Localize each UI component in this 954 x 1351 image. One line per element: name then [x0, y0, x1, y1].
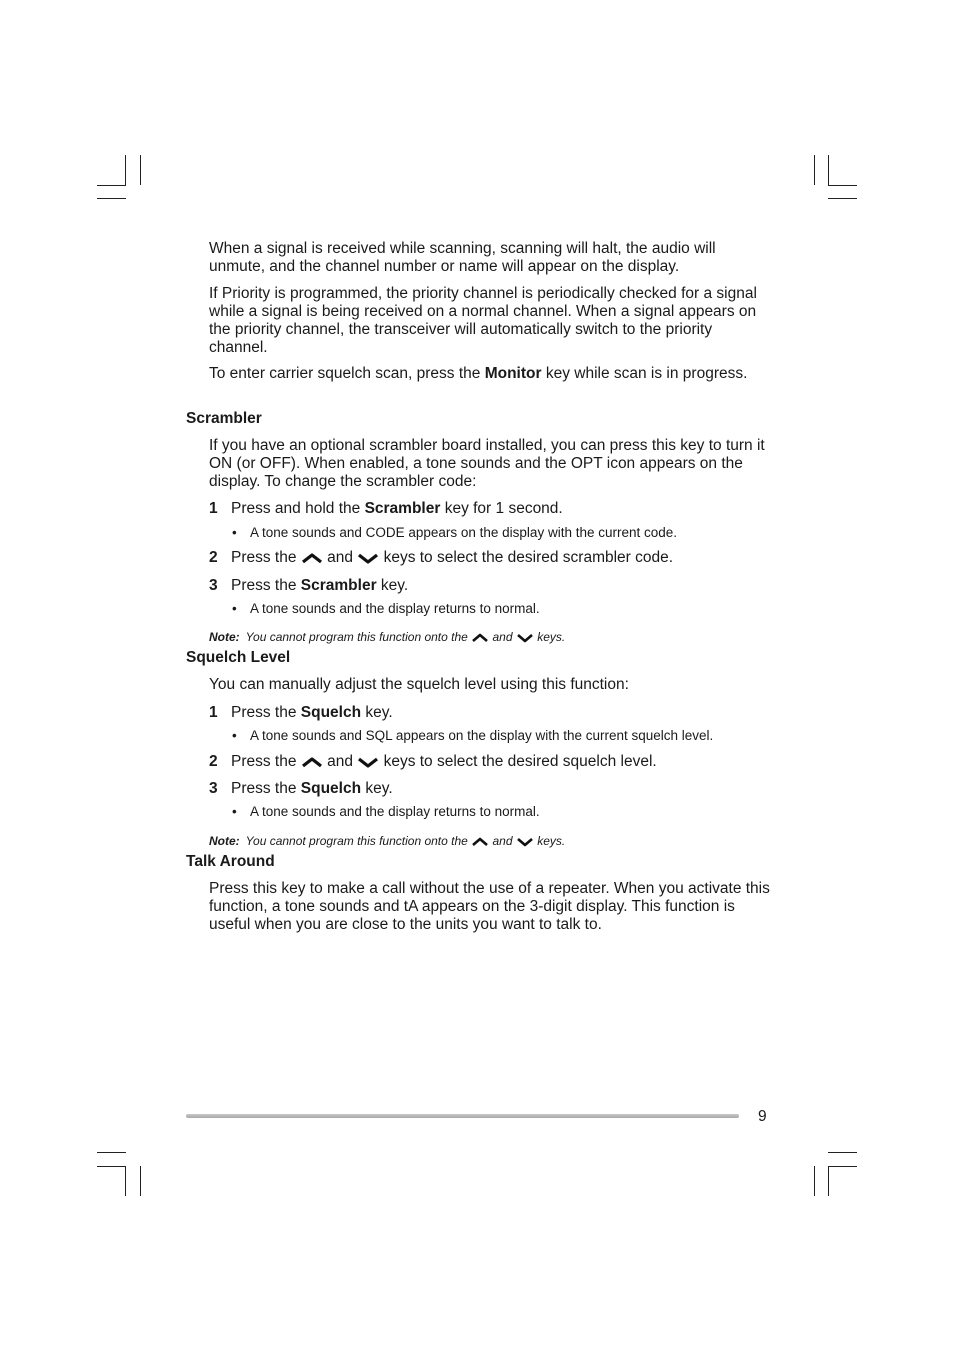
text: Press the — [231, 753, 301, 770]
crop-mark — [828, 155, 829, 185]
crop-mark — [97, 198, 126, 199]
bullet: • — [232, 728, 237, 743]
text: Press the — [231, 549, 301, 566]
text: keys. — [537, 834, 566, 848]
text: You cannot program this function onto the — [245, 630, 472, 644]
scrambler-bullet-1 — [232, 525, 677, 541]
step-number: 2 — [209, 753, 218, 770]
step-number: 3 — [209, 577, 218, 594]
scrambler-step-2 — [209, 549, 673, 567]
scrambler-key-label: Scrambler — [364, 500, 441, 517]
squelch-bullet-3 — [232, 804, 540, 820]
chevron-up-icon — [301, 756, 323, 768]
section-heading-scrambler: Scrambler — [186, 410, 262, 427]
text: key. — [361, 704, 393, 721]
crop-mark — [814, 155, 815, 185]
step-number: 2 — [209, 549, 218, 566]
chevron-down-icon — [357, 756, 379, 768]
text: key for 1 second. — [440, 500, 563, 517]
intro-paragraph-2: If Priority is programmed, the priority channel is periodically checked for a signal while a signal is being received on a normal channel. When a signal appears on the priority channel, the transceiver will automatically switch to the priority channel. — [209, 285, 757, 356]
crop-mark — [97, 185, 126, 186]
squelch-bullet-1 — [232, 728, 713, 744]
bullet: • — [232, 601, 237, 616]
intro-paragraph-1: When a signal is received while scanning, scanning will halt, the audio will unmute, and the channel number or name will appear on the display. — [209, 240, 716, 275]
squelch-key-label: Squelch — [300, 780, 362, 797]
text: key while scan is in progress. — [541, 365, 748, 382]
crop-mark — [97, 1152, 126, 1153]
step-number: 1 — [209, 500, 218, 517]
text: keys to select the desired squelch level. — [383, 753, 657, 770]
scrambler-note — [209, 630, 565, 644]
chevron-down-icon — [516, 837, 534, 847]
crop-mark — [97, 1166, 126, 1167]
text: and — [492, 834, 516, 848]
scrambler-key-label: Scrambler — [300, 577, 377, 594]
scrambler-bullet-3 — [232, 601, 540, 617]
crop-mark — [140, 1166, 141, 1196]
scrambler-step-3 — [209, 577, 408, 595]
text: Press the — [231, 577, 301, 594]
squelch-step-3 — [209, 780, 393, 798]
scrambler-step-1 — [209, 500, 563, 518]
text: and — [327, 753, 358, 770]
chevron-down-icon — [516, 633, 534, 643]
text: Press the — [231, 704, 301, 721]
text: keys to select the desired scrambler code. — [383, 549, 674, 566]
text: A tone sounds and the display returns to normal. — [250, 601, 540, 616]
squelch-step-1 — [209, 704, 393, 722]
text: key. — [376, 577, 409, 594]
chevron-up-icon — [301, 552, 323, 564]
section-heading-squelch-level: Squelch Level — [186, 649, 291, 666]
squelch-note — [209, 834, 565, 848]
crop-mark — [828, 1152, 857, 1153]
monitor-key-label: Monitor — [484, 365, 542, 382]
note-label: Note: — [209, 630, 240, 644]
bullet: • — [232, 525, 237, 540]
text: Press the — [231, 780, 301, 797]
crop-mark — [125, 155, 126, 185]
talk-around-body: Press this key to make a call without the use of a repeater. When you activate this function, a tone sounds and tA appears on the 3-digit display. This function is useful when you are close to the units you want to talk to. — [209, 880, 770, 933]
section-heading-talk-around: Talk Around — [186, 853, 275, 870]
intro-paragraph-3 — [209, 365, 774, 383]
text: and — [327, 549, 358, 566]
crop-mark — [125, 1166, 126, 1196]
squelch-body: You can manually adjust the squelch level using this function: — [209, 676, 629, 693]
text: To enter carrier squelch scan, press the — [209, 365, 485, 382]
chevron-up-icon — [471, 837, 489, 847]
chevron-down-icon — [357, 552, 379, 564]
text: A tone sounds and SQL appears on the display with the current squelch level. — [250, 728, 714, 743]
crop-mark — [140, 155, 141, 185]
squelch-step-2 — [209, 753, 657, 771]
text: A tone sounds and the display returns to normal. — [250, 804, 540, 819]
step-number: 1 — [209, 704, 218, 721]
text: Press and hold the — [231, 500, 365, 517]
crop-mark — [828, 1166, 829, 1196]
chevron-up-icon — [471, 633, 489, 643]
crop-mark — [814, 1166, 815, 1196]
note-label: Note: — [209, 834, 240, 848]
text: key. — [361, 780, 393, 797]
text: keys. — [537, 630, 566, 644]
step-number: 3 — [209, 780, 218, 797]
scrambler-body: If you have an optional scrambler board installed, you can press this key to turn it ON (or OFF). When enabled, a tone sounds and the OPT icon appears on the display. To change the scrambler code: — [209, 437, 765, 490]
crop-mark — [828, 198, 857, 199]
text: and — [492, 630, 516, 644]
squelch-key-label: Squelch — [300, 704, 362, 721]
crop-mark — [828, 185, 857, 186]
bullet: • — [232, 804, 237, 819]
text: A tone sounds and CODE appears on the display with the current code. — [250, 525, 678, 540]
text: You cannot program this function onto the — [245, 834, 472, 848]
footer-rule — [186, 1114, 739, 1118]
page-number: 9 — [758, 1108, 767, 1125]
crop-mark — [828, 1166, 857, 1167]
